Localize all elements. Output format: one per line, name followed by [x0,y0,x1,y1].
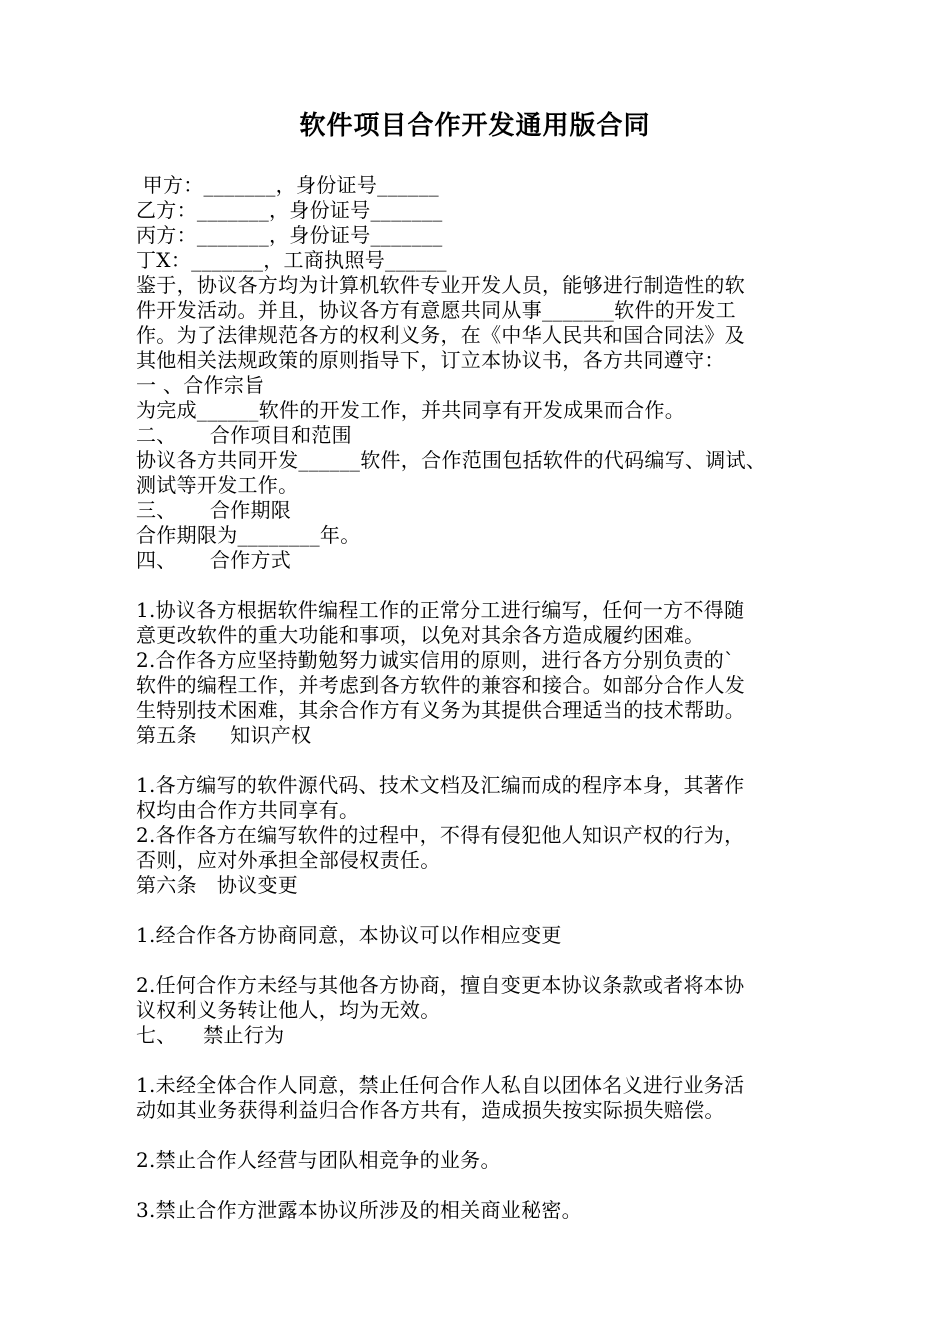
text-line: 软件的编程工作，并考虑到各方软件的兼容和接合。如部分合作人发 [136,673,745,697]
text-line: 丁X：_______，工商执照号______ [136,248,447,272]
document-body [136,173,826,1223]
text-line: 丙方：_______，身份证号_______ [136,223,443,247]
text-line: 动如其业务获得利益归合作各方共有，造成损失按实际损失赔偿。 [136,1098,725,1122]
text-line: 意更改软件的重大功能和事项，以免对其余各方造成履约困难。 [136,623,705,647]
text-line: 协议各方共同开发______软件，合作范围包括软件的代码编写、调试、 [136,448,767,472]
text-line: 3.禁止合作方泄露本协议所涉及的相关商业秘密。 [136,1198,582,1222]
text-line: 一 、合作宗旨 [136,373,265,397]
text-line: 乙方：_______，身份证号_______ [136,198,443,222]
text-line: 为完成______软件的开发工作，并共同享有开发成果而合作。 [136,398,685,422]
blank-line [136,1173,826,1198]
text-line: 其他相关法规政策的原则指导下，订立本协议书，各方共同遵守： [136,348,725,372]
text-line: 2.各作各方在编写软件的过程中，不得有侵犯他人知识产权的行为， [136,823,745,847]
text-line: 合作期限为________年。 [136,523,361,547]
blank-line [136,948,826,973]
blank-line [136,1123,826,1148]
text-line: 测试等开发工作。 [136,473,299,497]
text-line: 生特别技术困难，其余合作方有义务为其提供合理适当的技术帮助。 [136,698,745,722]
text-line: 2.禁止合作人经营与团队相竞争的业务。 [136,1148,501,1172]
blank-line [136,898,826,923]
text-line: 1.未经全体合作人同意，禁止任何合作人私自以团体名义进行业务活 [136,1073,745,1097]
text-line: 1.经合作各方协商同意，本协议可以作相应变更 [136,923,562,947]
text-line: 第六条 协议变更 [136,873,299,897]
text-line: 四、 合作方式 [136,548,292,572]
text-line: 甲方：_______，身份证号______ [136,173,439,197]
text-line: 二、 合作项目和范围 [136,423,352,447]
text-line: 七、 禁止行为 [136,1023,285,1047]
text-line: 作。为了法律规范各方的权利义务，在《中华人民共和国合同法》及 [136,323,745,347]
text-line: 第五条 知识产权 [136,723,312,747]
text-line: 件开发活动。并且，协议各方有意愿共同从事_______软件的开发工 [136,298,736,322]
text-line: 1.各方编写的软件源代码、技术文档及汇编而成的程序本身，其著作 [136,773,745,797]
text-line: 1.协议各方根据软件编程工作的正常分工进行编写，任何一方不得随 [136,598,745,622]
text-line: 否则，应对外承担全部侵权责任。 [136,848,441,872]
blank-line [136,1048,826,1073]
text-line: 议权利义务转让他人，均为无效。 [136,998,441,1022]
document-title: 软件项目合作开发通用版合同 [299,111,651,141]
blank-line [136,748,826,773]
text-line: 三、 合作期限 [136,498,292,522]
text-line: 鉴于，协议各方均为计算机软件专业开发人员，能够进行制造性的软 [136,273,745,297]
text-line: 2.合作各方应坚持勤勉努力诚实信用的原则，进行各方分别负责的` [136,648,735,672]
blank-line [136,573,826,598]
text-line: 2.任何合作方未经与其他各方协商，擅自变更本协议条款或者将本协 [136,973,745,997]
text-line: 权均由合作方共同享有。 [136,798,360,822]
